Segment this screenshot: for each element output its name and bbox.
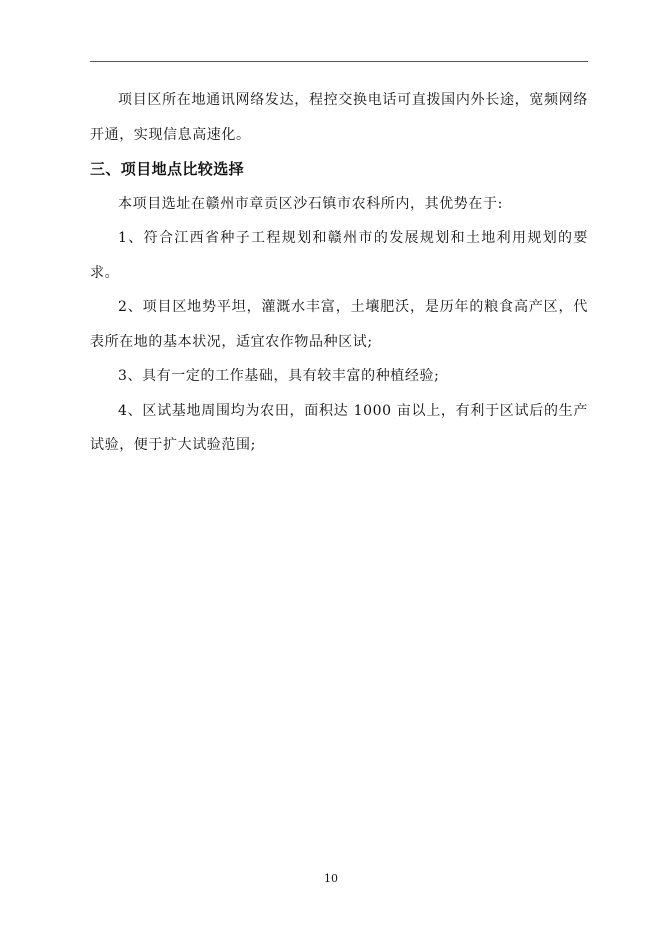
paragraph-site-intro: 本项目选址在赣州市章贡区沙石镇市农科所内，其优势在于: <box>118 195 503 212</box>
section-heading-site-selection: 三、项目地点比较选择 <box>90 160 245 178</box>
header-rule <box>90 61 588 62</box>
list-item-1: 1、符合江西省种子工程规划和赣州市的发展规划和土地利用规划的要求。 <box>90 230 588 281</box>
list-item-3: 3、具有一定的工作基础，具有较丰富的种植经验; <box>118 368 440 384</box>
list-item-2: 2、项目区地势平坦，灌溉水丰富，土壤肥沃，是历年的粮食高产区，代表所在地的基本状况，适宜农作物品种区试; <box>90 299 588 350</box>
paragraph-telecom: 项目区所在地通讯网络发达，程控交换电话可直拨国内外长途，宽频网络开通，实现信息高速化。 <box>90 92 588 143</box>
page-number: 10 <box>324 872 338 885</box>
list-item-4: 4、区试基地周围均为农田，面积达 1000 亩以上，有利于区试后的生产试验，便于扩大试验范围; <box>90 402 588 453</box>
body-text <box>90 83 588 463</box>
